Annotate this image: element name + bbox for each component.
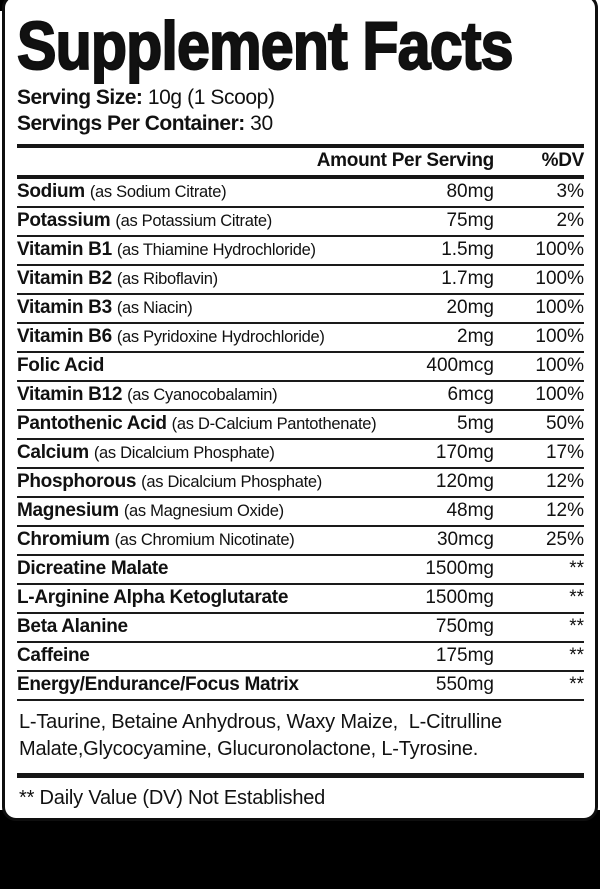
dv-value: 12% — [545, 500, 584, 522]
dv-value: 100% — [535, 297, 584, 319]
ingredient-row — [17, 469, 584, 498]
ingredient-name: Folic Acid — [17, 355, 105, 377]
amount-value: 1.5mg — [441, 239, 494, 261]
header-percent-dv: %DV — [541, 150, 584, 172]
amount-value: 400mcg — [426, 355, 494, 377]
ingredient-name: Beta Alanine — [17, 616, 128, 638]
ingredient-row — [17, 585, 584, 614]
ingredient-detail: (as Sodium Citrate) — [89, 183, 227, 202]
ingredient-detail: (as Thiamine Hydrochloride) — [116, 241, 316, 260]
ingredient-row — [17, 324, 584, 353]
ingredient-detail: (as Chromium Nicotinate) — [114, 531, 295, 550]
amount-value: 2mg — [457, 326, 494, 348]
ingredient-row — [17, 353, 584, 382]
ingredient-name: Sodium (as Sodium Citrate) — [17, 181, 227, 203]
ingredient-detail: (as Pyridoxine Hydrochloride) — [116, 328, 325, 347]
ingredient-row — [17, 295, 584, 324]
ingredient-row — [17, 498, 584, 527]
facts-rows — [17, 179, 584, 701]
ingredient-name: Vitamin B3 (as Niacin) — [17, 297, 193, 319]
ingredient-name: L-Arginine Alpha Ketoglutarate — [17, 587, 289, 609]
amount-value: 30mcg — [436, 529, 494, 551]
ingredient-name: Chromium (as Chromium Nicotinate) — [17, 529, 295, 551]
dv-value: 12% — [545, 471, 584, 493]
ingredient-detail: (as Riboflavin) — [116, 270, 218, 289]
dv-value: 100% — [535, 239, 584, 261]
ingredient-row — [17, 382, 584, 411]
servings-per-container-label: Servings Per Container: — [17, 111, 245, 135]
ingredient-name: Phosphorous (as Dicalcium Phosphate) — [17, 471, 322, 493]
ingredient-row — [17, 672, 584, 701]
ingredient-detail: (as Dicalcium Phosphate) — [141, 473, 322, 492]
footnote-text: ** Daily Value (DV) Not Established — [19, 786, 326, 809]
ingredient-name: Energy/Endurance/Focus Matrix — [17, 674, 299, 696]
amount-value: 175mg — [435, 645, 494, 667]
ingredient-name: Vitamin B2 (as Riboflavin) — [17, 268, 218, 290]
amount-value: 6mcg — [447, 384, 494, 406]
ingredient-name: Magnesium (as Magnesium Oxide) — [17, 500, 284, 522]
ingredient-name: Potassium (as Potassium Citrate) — [17, 210, 272, 232]
dv-value: 17% — [545, 442, 584, 464]
amount-value: 1500mg — [425, 587, 494, 609]
dv-value: ** — [569, 587, 584, 609]
ingredient-name: Pantothenic Acid (as D-Calcium Pantothenate) — [17, 413, 377, 435]
amount-value: 1.7mg — [441, 268, 494, 290]
ingredient-name: Dicreatine Malate — [17, 558, 169, 580]
dv-value: 100% — [535, 326, 584, 348]
facts-header-row — [17, 148, 584, 175]
ingredient-row — [17, 266, 584, 295]
blend-text-line-2: Malate,Glycocyamine, Glucuronolactone, L-Tyrosine. — [19, 737, 479, 760]
amount-value: 80mg — [446, 181, 494, 203]
label-title: Supplement Facts — [17, 8, 513, 84]
dv-value: 3% — [556, 181, 584, 203]
dv-value: ** — [569, 674, 584, 696]
ingredient-detail: (as Dicalcium Phosphate) — [93, 444, 275, 463]
ingredient-detail: (as Potassium Citrate) — [115, 212, 272, 231]
ingredient-row — [17, 614, 584, 643]
amount-value: 550mg — [435, 674, 494, 696]
blend-text-line-1: L-Taurine, Betaine Anhydrous, Waxy Maize, L-Citrulline — [19, 710, 502, 733]
serving-size-label: Serving Size: — [17, 85, 143, 109]
dv-value: ** — [569, 645, 584, 667]
servings-per-container-line — [17, 111, 584, 137]
dv-value: 50% — [545, 413, 584, 435]
dv-value: ** — [569, 558, 584, 580]
ingredient-detail: (as Niacin) — [116, 299, 193, 318]
ingredient-name: Calcium (as Dicalcium Phosphate) — [17, 442, 275, 464]
dv-value: 100% — [535, 384, 584, 406]
ingredient-detail: (as Magnesium Oxide) — [123, 502, 284, 521]
label-frame — [2, 0, 598, 821]
amount-value: 170mg — [435, 442, 494, 464]
ingredient-name: Vitamin B12 (as Cyanocobalamin) — [17, 384, 278, 406]
dv-value: 2% — [556, 210, 584, 232]
label-background-black — [0, 810, 600, 889]
ingredient-row — [17, 411, 584, 440]
ingredient-row — [17, 556, 584, 585]
amount-value: 5mg — [457, 413, 494, 435]
ingredient-row — [17, 527, 584, 556]
blend-text — [17, 701, 584, 773]
serving-size-line — [17, 85, 584, 111]
dv-value: 100% — [535, 268, 584, 290]
ingredient-row — [17, 179, 584, 208]
ingredient-detail: (as Cyanocobalamin) — [127, 386, 278, 405]
ingredient-detail: (as D-Calcium Pantothenate) — [171, 415, 377, 434]
amount-value: 120mg — [435, 471, 494, 493]
dv-value: ** — [569, 616, 584, 638]
ingredient-name: Vitamin B1 (as Thiamine Hydrochloride) — [17, 239, 316, 261]
header-amount-per-serving: Amount Per Serving — [316, 150, 494, 172]
ingredient-name: Caffeine — [17, 645, 90, 667]
ingredient-name: Vitamin B6 (as Pyridoxine Hydrochloride) — [17, 326, 325, 348]
amount-value: 1500mg — [425, 558, 494, 580]
servings-per-container-value: 30 — [250, 111, 273, 135]
ingredient-row — [17, 440, 584, 469]
serving-size-value: 10g (1 Scoop) — [147, 85, 275, 109]
ingredient-row — [17, 208, 584, 237]
amount-value: 75mg — [446, 210, 494, 232]
dv-value: 25% — [545, 529, 584, 551]
dv-value: 100% — [535, 355, 584, 377]
amount-value: 20mg — [446, 297, 494, 319]
amount-value: 750mg — [435, 616, 494, 638]
ingredient-row — [17, 643, 584, 672]
amount-value: 48mg — [446, 500, 494, 522]
ingredient-row — [17, 237, 584, 266]
